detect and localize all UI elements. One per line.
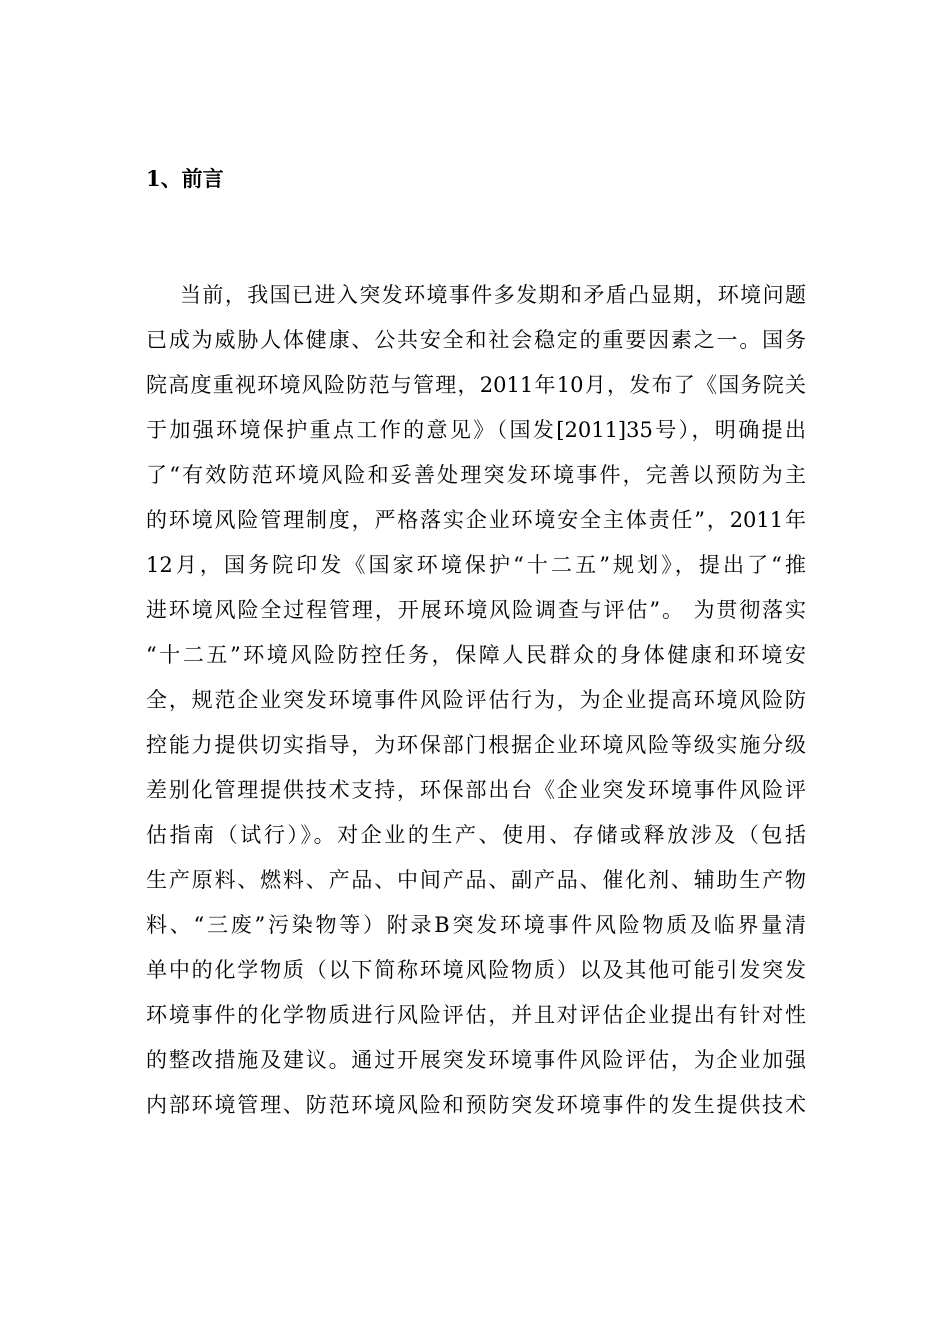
paragraph-line: 料、“三废”污染物等）附录B突发环境事件风险物质及临界量清	[146, 913, 806, 937]
paragraph-line: 估指南（试行）》。对企业的生产、使用、存储或释放涉及（包括	[146, 823, 806, 847]
paragraph-line: 差别化管理提供技术支持，环保部出台《企业突发环境事件风险评	[146, 778, 806, 802]
paragraph-line: 控能力提供切实指导，为环保部门根据企业环境风险等级实施分级	[146, 733, 806, 757]
paragraph-line: 了“有效防范环境风险和妥善处理突发环境事件，完善以预防为主	[146, 463, 806, 487]
paragraph-line: 单中的化学物质（以下简称环境风险物质）以及其他可能引发突发	[146, 958, 806, 982]
paragraph-line: “十二五”环境风险防控任务，保障人民群众的身体健康和环境安	[146, 643, 806, 667]
paragraph-line: 当前，我国已进入突发环境事件多发期和矛盾凸显期，环境问题	[180, 283, 806, 307]
paragraph-line: 全，规范企业突发环境事件风险评估行为，为企业提高环境风险防	[146, 688, 806, 712]
paragraph-line: 环境事件的化学物质进行风险评估，并且对评估企业提出有针对性	[146, 1003, 806, 1027]
paragraph-line: 院高度重视环境风险防范与管理，2011年10月，发布了《国务院关	[146, 373, 806, 397]
paragraph-line: 已成为威胁人体健康、公共安全和社会稳定的重要因素之一。国务	[146, 328, 806, 352]
paragraph-line: 的整改措施及建议。通过开展突发环境事件风险评估，为企业加强	[146, 1048, 806, 1072]
paragraph-line: 12月，国务院印发《国家环境保护“十二五”规划》，提出了“推	[146, 553, 806, 577]
paragraph-line: 的环境风险管理制度，严格落实企业环境安全主体责任”，2011年	[146, 508, 806, 532]
paragraph-line: 于加强环境保护重点工作的意见》（国发[2011]35号），明确提出	[146, 418, 806, 442]
paragraph-line: 进环境风险全过程管理，开展环境风险调查与评估”。 为贯彻落实	[146, 598, 806, 622]
paragraph-line: 内部环境管理、防范环境风险和预防突发环境事件的发生提供技术	[146, 1093, 806, 1117]
section-heading: 1、前言	[146, 166, 224, 191]
paragraph-line: 生产原料、燃料、产品、中间产品、副产品、催化剂、辅助生产物	[146, 868, 806, 892]
